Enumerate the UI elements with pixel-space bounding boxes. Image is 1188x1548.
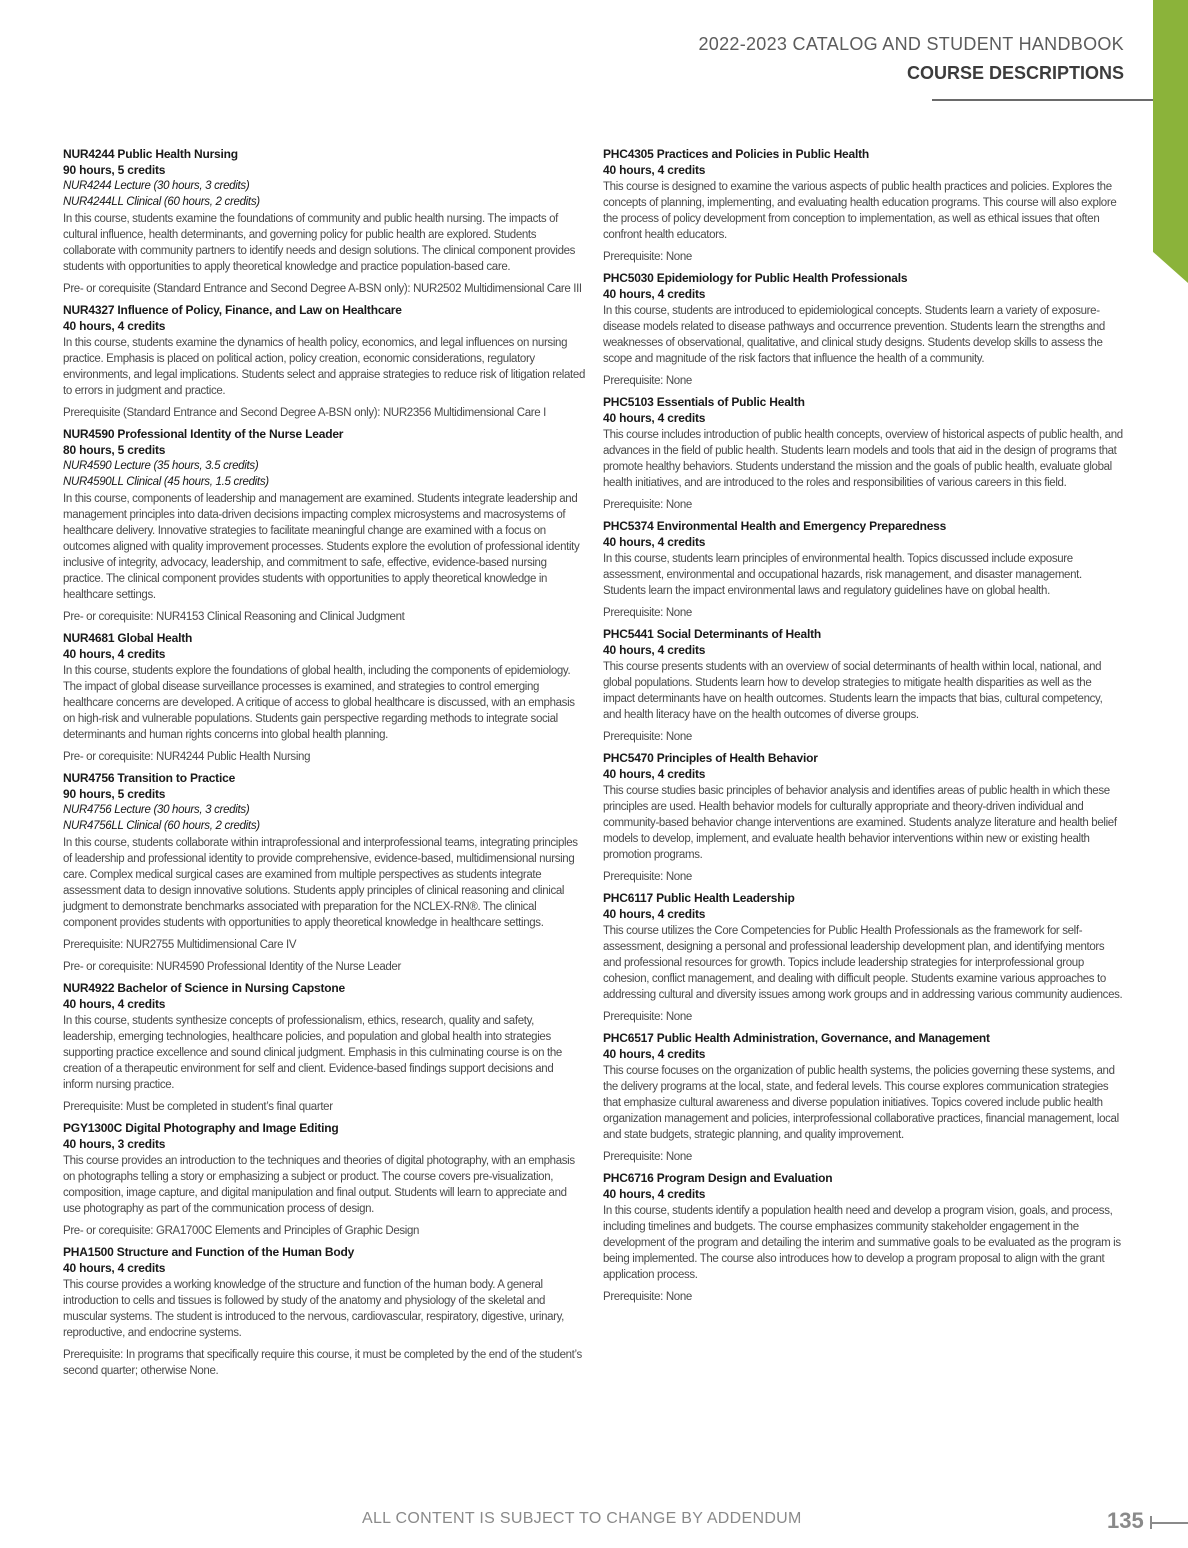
course-entry — [63, 980, 585, 1115]
course-title: PHC5103 Essentials of Public Health — [603, 395, 805, 409]
course-prerequisite: Pre- or corequisite: NUR4153 Clinical Reasoning and Clinical Judgment — [63, 611, 405, 623]
course-prerequisite: Prerequisite: None — [603, 871, 692, 883]
footer-notice: ALL CONTENT IS SUBJECT TO CHANGE BY ADDENDUM — [362, 1510, 802, 1527]
course-description: This course focuses on the organization of public health systems, the policies governing these systems, and the delivery programs at the local, state, and federal levels. This course explores communication strategies that emphasize cultural awareness and diverse population initiatives. Topics covered include public health organization management and policies, interprofessional collaborative practices, financial management, local and state budgets, strategic planning, and quality improvement. — [603, 1065, 1119, 1141]
course-title: PGY1300C Digital Photography and Image Editing — [63, 1121, 339, 1135]
course-hours: 40 hours, 4 credits — [603, 163, 706, 177]
course-title: NUR4244 Public Health Nursing — [63, 147, 238, 161]
course-entry — [603, 626, 1123, 745]
course-entry — [63, 770, 585, 975]
course-prerequisite: Prerequisite: None — [603, 375, 692, 387]
course-description: In this course, students collaborate within intraprofessional and interprofessional teams, integrating principles of leadership and professional identity to provide comprehensive, evidence-based, multidimensional nursing care. Complex medical surgical cases are examined from multiple perspectives as students integrate assessment data to design innovative solutions. Students apply principles of clinical reasoning and clinical judgment to demonstrate benchmarks associated with preparation for the NCLEX-RN®. The clinical component provides students with opportunities to apply theoretical knowledge in healthcare settings. — [63, 837, 578, 929]
course-prerequisite: Pre- or corequisite: NUR4590 Professional Identity of the Nurse Leader — [63, 961, 401, 973]
course-entry — [63, 426, 585, 625]
course-prerequisite: Prerequisite: None — [603, 1291, 692, 1303]
course-entry — [603, 518, 1123, 621]
right-course-column — [603, 146, 1123, 1310]
course-component: NUR4590 Lecture (35 hours, 3.5 credits) — [63, 460, 259, 472]
course-entry — [603, 270, 1123, 389]
course-hours: 40 hours, 4 credits — [603, 767, 706, 781]
course-description: In this course, students are introduced to epidemiological concepts. Students learn a variety of exposure-disease models related to disease pathways and occurrence prevention. Students learn the strengths and weaknesses of observational, qualitative, and clinical study designs. Students develop skills to assess the scope and magnitude of the risk factors that influence the health of a community. — [603, 305, 1105, 365]
course-description: This course is designed to examine the various aspects of public health practices and policies. Explores the concepts of planning, implementing, and evaluating health education programs. This course will also explore the process of policy development from conception to implementation, as well as ethical issues that often confront health educators. — [603, 181, 1117, 241]
footer-rule-tick — [1150, 1516, 1152, 1529]
course-prerequisite: Prerequisite: In programs that specifically require this course, it must be completed by the end of the student’s second quarter; otherwise None. — [63, 1349, 582, 1377]
course-entry — [603, 146, 1123, 265]
left-course-column — [63, 146, 585, 1384]
course-prerequisite: Pre- or corequisite: GRA1700C Elements and Principles of Graphic Design — [63, 1225, 420, 1237]
course-description: In this course, students examine the dynamics of health policy, economics, and legal influences on nursing practice. Emphasis is placed on political action, policy creation, economic considerations, regulatory environments, and legal implications. Students select and appraise strategies to reduce risk of litigation related to errors in judgment and practice. — [63, 337, 585, 397]
course-entry — [63, 302, 585, 421]
course-hours: 40 hours, 4 credits — [603, 535, 706, 549]
course-hours: 40 hours, 4 credits — [603, 643, 706, 657]
course-prerequisite: Prerequisite: None — [603, 1151, 692, 1163]
course-title: PHC6517 Public Health Administration, Governance, and Management — [603, 1031, 990, 1045]
header-divider — [932, 99, 1153, 101]
course-entry — [603, 750, 1123, 885]
course-hours: 40 hours, 4 credits — [63, 1261, 166, 1275]
course-description: In this course, students learn principles of environmental health. Topics discussed include exposure assessment, environmental and occupational hazards, risk management, and disaster management. Students learn the impact environmental laws and regulatory guidelines have on global health. — [603, 553, 1082, 597]
course-hours: 90 hours, 5 credits — [63, 787, 166, 801]
course-title: NUR4590 Professional Identity of the Nurse Leader — [63, 427, 344, 441]
course-prerequisite: Prerequisite: Must be completed in student’s final quarter — [63, 1101, 333, 1113]
course-description: This course presents students with an overview of social determinants of health within local, national, and global populations. Students learn how to develop strategies to mitigate health disparities as well as the impact determinants have on health outcomes. Students learn the impacts that bias, cultural competency, and health literacy have on the health outcomes of diverse groups. — [603, 661, 1103, 721]
course-prerequisite: Pre- or corequisite: NUR4244 Public Health Nursing — [63, 751, 311, 763]
course-title: PHC5441 Social Determinants of Health — [603, 627, 822, 641]
course-entry — [603, 890, 1123, 1025]
course-prerequisite: Prerequisite: None — [603, 607, 692, 619]
course-prerequisite: Prerequisite: None — [603, 499, 692, 511]
course-prerequisite: Prerequisite: None — [603, 1011, 692, 1023]
course-title: PHC5030 Epidemiology for Public Health Professionals — [603, 271, 908, 285]
course-title: PHC4305 Practices and Policies in Public Health — [603, 147, 870, 161]
course-hours: 40 hours, 4 credits — [603, 1047, 706, 1061]
course-title: PHC6716 Program Design and Evaluation — [603, 1171, 833, 1185]
course-prerequisite: Pre- or corequisite (Standard Entrance and Second Degree A-BSN only): NUR2502 Multidimensional Care III — [63, 283, 582, 295]
course-component: NUR4756LL Clinical (60 hours, 2 credits) — [63, 820, 260, 832]
course-description: In this course, students identify a population health need and develop a program vision, goals, and process, including timelines and budgets. The course emphasizes community stakeholder engagement in the development of the program and detailing the interim and summative goals to be evaluated as the program is being implemented. The course also introduces how to develop a program proposal to align with the grant application process. — [603, 1205, 1121, 1281]
course-component: NUR4244 Lecture (30 hours, 3 credits) — [63, 180, 250, 192]
course-entry — [63, 1244, 585, 1379]
course-entry — [603, 1030, 1123, 1165]
course-hours: 40 hours, 3 credits — [63, 1137, 166, 1151]
course-hours: 40 hours, 4 credits — [63, 997, 166, 1011]
course-hours: 80 hours, 5 credits — [63, 443, 166, 457]
course-hours: 40 hours, 4 credits — [603, 907, 706, 921]
course-description: In this course, students explore the foundations of global health, including the components of epidemiology. The impact of global disease surveillance processes is examined, and strategies to control emerging healthcare concerns are developed. A critique of access to global healthcare is discussed, with an emphasis on high-risk and vulnerable populations. Students gain perspective regarding methods to integrate social determinants and human rights concerns into global health planning. — [63, 665, 575, 741]
course-title: PHC5470 Principles of Health Behavior — [603, 751, 818, 765]
course-entry — [63, 146, 585, 297]
course-prerequisite: Prerequisite: None — [603, 731, 692, 743]
course-description: In this course, components of leadership and management are examined. Students integrate leadership and management principles into data-driven decisions impacting complex microsystems and macrosystems of healthcare delivery. Innovative strategies to facilitate meaningful change are examined with a focus on outcomes aligned with quality improvement processes. Students explore the evolution of professional identity inclusive of integrity, advocacy, leadership, and commitment to safe, effective, evidence-based nursing practice. The clinical component provides students with opportunities to apply theoretical knowledge in healthcare settings. — [63, 493, 580, 601]
course-title: PHC5374 Environmental Health and Emergency Preparedness — [603, 519, 947, 533]
course-title: PHC6117 Public Health Leadership — [603, 891, 795, 905]
course-hours: 90 hours, 5 credits — [63, 163, 166, 177]
course-description: This course includes introduction of public health concepts, overview of historical aspects of public health, and advances in the field of public health. Students learn models and tools that aid in the design of programs that promote healthy behaviors. Students understand the mission and the goals of public health, evaluate global health initiatives, and are introduced to the roles and responsibilities of various careers in this field. — [603, 429, 1123, 489]
course-prerequisite: Prerequisite (Standard Entrance and Second Degree A-BSN only): NUR2356 Multidimensional Care I — [63, 407, 546, 419]
course-title: NUR4922 Bachelor of Science in Nursing Capstone — [63, 981, 346, 995]
course-description: In this course, students examine the foundations of community and public health nursing. The impacts of cultural influence, health determinants, and governing policy for public health are explored. Students collaborate with community partners to identify needs and design solutions. The clinical component provides students with opportunities to apply theoretical knowledge and practice population-based care. — [63, 213, 576, 273]
section-title: COURSE DESCRIPTIONS — [906, 63, 1124, 83]
course-component: NUR4244LL Clinical (60 hours, 2 credits) — [63, 196, 260, 208]
course-entry — [63, 630, 585, 765]
course-description: This course provides an introduction to the techniques and theories of digital photography, with an emphasis on photographs telling a story or emphasizing a subject or product. The course covers pre-visualization, composition, image capture, and digital manipulation and final output. Students will learn to appreciate and use photography as part of the communication process of design. — [63, 1155, 575, 1215]
course-prerequisite: Prerequisite: NUR2755 Multidimensional Care IV — [63, 939, 297, 951]
page-number: 135 — [1107, 1508, 1144, 1533]
course-entry — [603, 394, 1123, 513]
course-description: This course provides a working knowledge of the structure and function of the human body. A general introduction to cells and tissues is followed by study of the anatomy and physiology of the skeletal and muscular systems. The student is introduced to the nervous, cardiovascular, respiratory, digestive, urinary, reproductive, and endocrine systems. — [63, 1279, 565, 1339]
course-prerequisite: Prerequisite: None — [603, 251, 692, 263]
course-hours: 40 hours, 4 credits — [63, 647, 166, 661]
catalog-title: 2022-2023 CATALOG AND STUDENT HANDBOOK — [698, 34, 1124, 54]
course-hours: 40 hours, 4 credits — [63, 319, 166, 333]
course-component: NUR4756 Lecture (30 hours, 3 credits) — [63, 804, 250, 816]
course-description: This course utilizes the Core Competencies for Public Health Professionals as the framework for self-assessment, designing a personal and professional leadership development plan, and identifying mentors and professional resources for growth. Topics include leadership strategies for interprofessional group cohesion, conflict management, and dealing with difficult people. Students examine various approaches to addressing cultural and diversity issues among work groups and in addressing various community audiences. — [603, 925, 1123, 1001]
accent-corner-tab — [1153, 0, 1188, 283]
course-description: In this course, students synthesize concepts of professionalism, ethics, research, quality and safety, leadership, emerging technologies, healthcare policies, and population and global health into strategies supporting practice excellence and sound clinical judgment. Emphasis in this culminating course is on the creation of a therapeutic environment for self and client. Evidence-based findings support decisions and inform nursing practice. — [63, 1015, 562, 1091]
course-entry — [603, 1170, 1123, 1305]
course-component: NUR4590LL Clinical (45 hours, 1.5 credits) — [63, 476, 269, 488]
course-title: NUR4756 Transition to Practice — [63, 771, 236, 785]
footer-rule — [1150, 1522, 1188, 1524]
course-entry — [63, 1120, 585, 1239]
course-title: NUR4681 Global Health — [63, 631, 193, 645]
course-hours: 40 hours, 4 credits — [603, 1187, 706, 1201]
course-title: NUR4327 Influence of Policy, Finance, and Law on Healthcare — [63, 303, 402, 317]
course-description: This course studies basic principles of behavior analysis and identifies areas of public health in which these principles are used. Health behavior models for culturally appropriate and theory-driven individual and community-based behavior change interventions are examined. Students analyze literature and health belief models to develop, implement, and evaluate health behavior interventions within new or existing health promotion programs. — [603, 785, 1117, 861]
course-hours: 40 hours, 4 credits — [603, 287, 706, 301]
course-title: PHA1500 Structure and Function of the Human Body — [63, 1245, 355, 1259]
course-hours: 40 hours, 4 credits — [603, 411, 706, 425]
